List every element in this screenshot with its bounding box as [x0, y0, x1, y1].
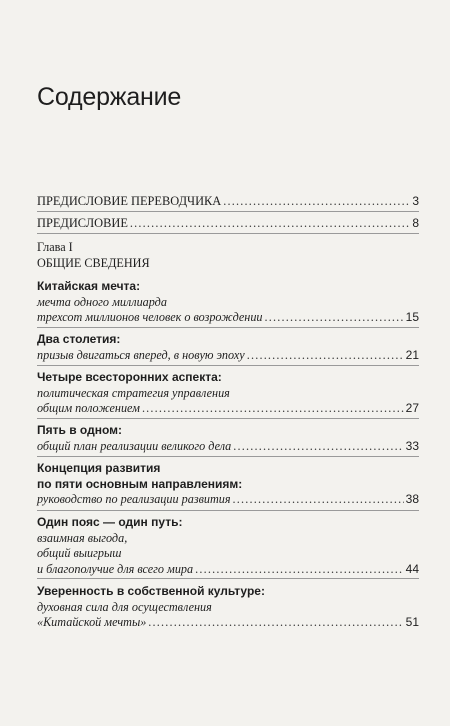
section-subtitle: взаимная выгода, — [37, 530, 128, 545]
page-title: Содержание — [37, 83, 182, 111]
toc-entry-cultural-confidence[interactable] — [37, 584, 419, 631]
leader-dots — [233, 439, 403, 455]
chapter-label: Глава I — [37, 240, 73, 254]
toc-entry-title: ПРЕДИСЛОВИЕ — [37, 216, 128, 230]
section-subtitle: «Китайской мечты» — [37, 615, 147, 630]
leader-dots — [195, 562, 404, 578]
toc-entry-development-concept[interactable] — [37, 461, 419, 508]
leader-dots — [223, 194, 410, 210]
leader-dots — [247, 348, 404, 364]
divider — [37, 578, 419, 579]
toc-entry-belt-and-road[interactable] — [37, 515, 419, 577]
section-heading: Концепция развития — [37, 461, 161, 475]
toc-page-number: 38 — [405, 492, 419, 506]
section-subtitle: и благополучие для всего мира — [37, 561, 194, 576]
toc-page-number: 3 — [412, 194, 419, 208]
leader-dots — [233, 492, 404, 508]
section-subtitle: руководство по реализации развития — [37, 492, 231, 506]
section-subtitle: трехсот миллионов человек о возрождении — [37, 310, 263, 325]
divider — [37, 211, 419, 212]
toc-page-number: 51 — [405, 615, 419, 630]
section-subtitle: общий выигрыш — [37, 546, 122, 561]
toc-page-number: 21 — [405, 347, 419, 362]
section-heading: Пять в одном: — [37, 423, 123, 437]
toc-entry-translator-preface[interactable] — [37, 194, 419, 210]
section-subtitle: мечта одного миллиарда — [37, 294, 167, 309]
divider — [37, 510, 419, 511]
section-heading: Уверенность в собственной культуре: — [37, 584, 265, 598]
section-subtitle: духовная сила для осуществления — [37, 599, 212, 614]
chapter-title: ОБЩИЕ СВЕДЕНИЯ — [37, 255, 150, 270]
divider — [37, 233, 419, 234]
divider — [37, 456, 419, 457]
divider — [37, 418, 419, 419]
toc-entry-title: ПРЕДИСЛОВИЕ ПЕРЕВОДЧИКА — [37, 194, 222, 208]
section-subtitle: политическая стратегия управления — [37, 385, 230, 400]
leader-dots — [148, 615, 403, 631]
toc-page-number: 44 — [405, 561, 419, 576]
section-subtitle: призыв двигаться вперед, в новую эпоху — [37, 347, 245, 362]
toc-entry-five-in-one[interactable] — [37, 423, 419, 454]
toc-page-number: 27 — [405, 401, 419, 416]
toc-page-number: 8 — [412, 216, 419, 230]
leader-dots — [142, 401, 404, 417]
section-subtitle: общий план реализации великого дела — [37, 438, 232, 453]
toc-page-number: 33 — [405, 438, 419, 453]
divider — [37, 365, 419, 366]
toc-entry-four-aspects[interactable] — [37, 370, 419, 417]
chapter-heading — [37, 240, 419, 271]
section-heading: Два столетия: — [37, 332, 121, 346]
section-subtitle: общим положением — [37, 401, 140, 416]
leader-dots — [265, 310, 404, 326]
section-heading: Один пояс — один путь: — [37, 515, 183, 529]
toc-entry-two-centuries[interactable] — [37, 332, 419, 363]
toc-entry-preface[interactable] — [37, 216, 419, 232]
section-heading: Четыре всесторонних аспекта: — [37, 370, 222, 384]
divider — [37, 327, 419, 328]
section-heading: по пяти основным направлениям: — [37, 476, 243, 491]
toc-entry-chinese-dream[interactable] — [37, 279, 419, 326]
leader-dots — [130, 216, 410, 232]
section-heading: Китайская мечта: — [37, 279, 141, 293]
toc-page-number: 15 — [405, 310, 419, 325]
